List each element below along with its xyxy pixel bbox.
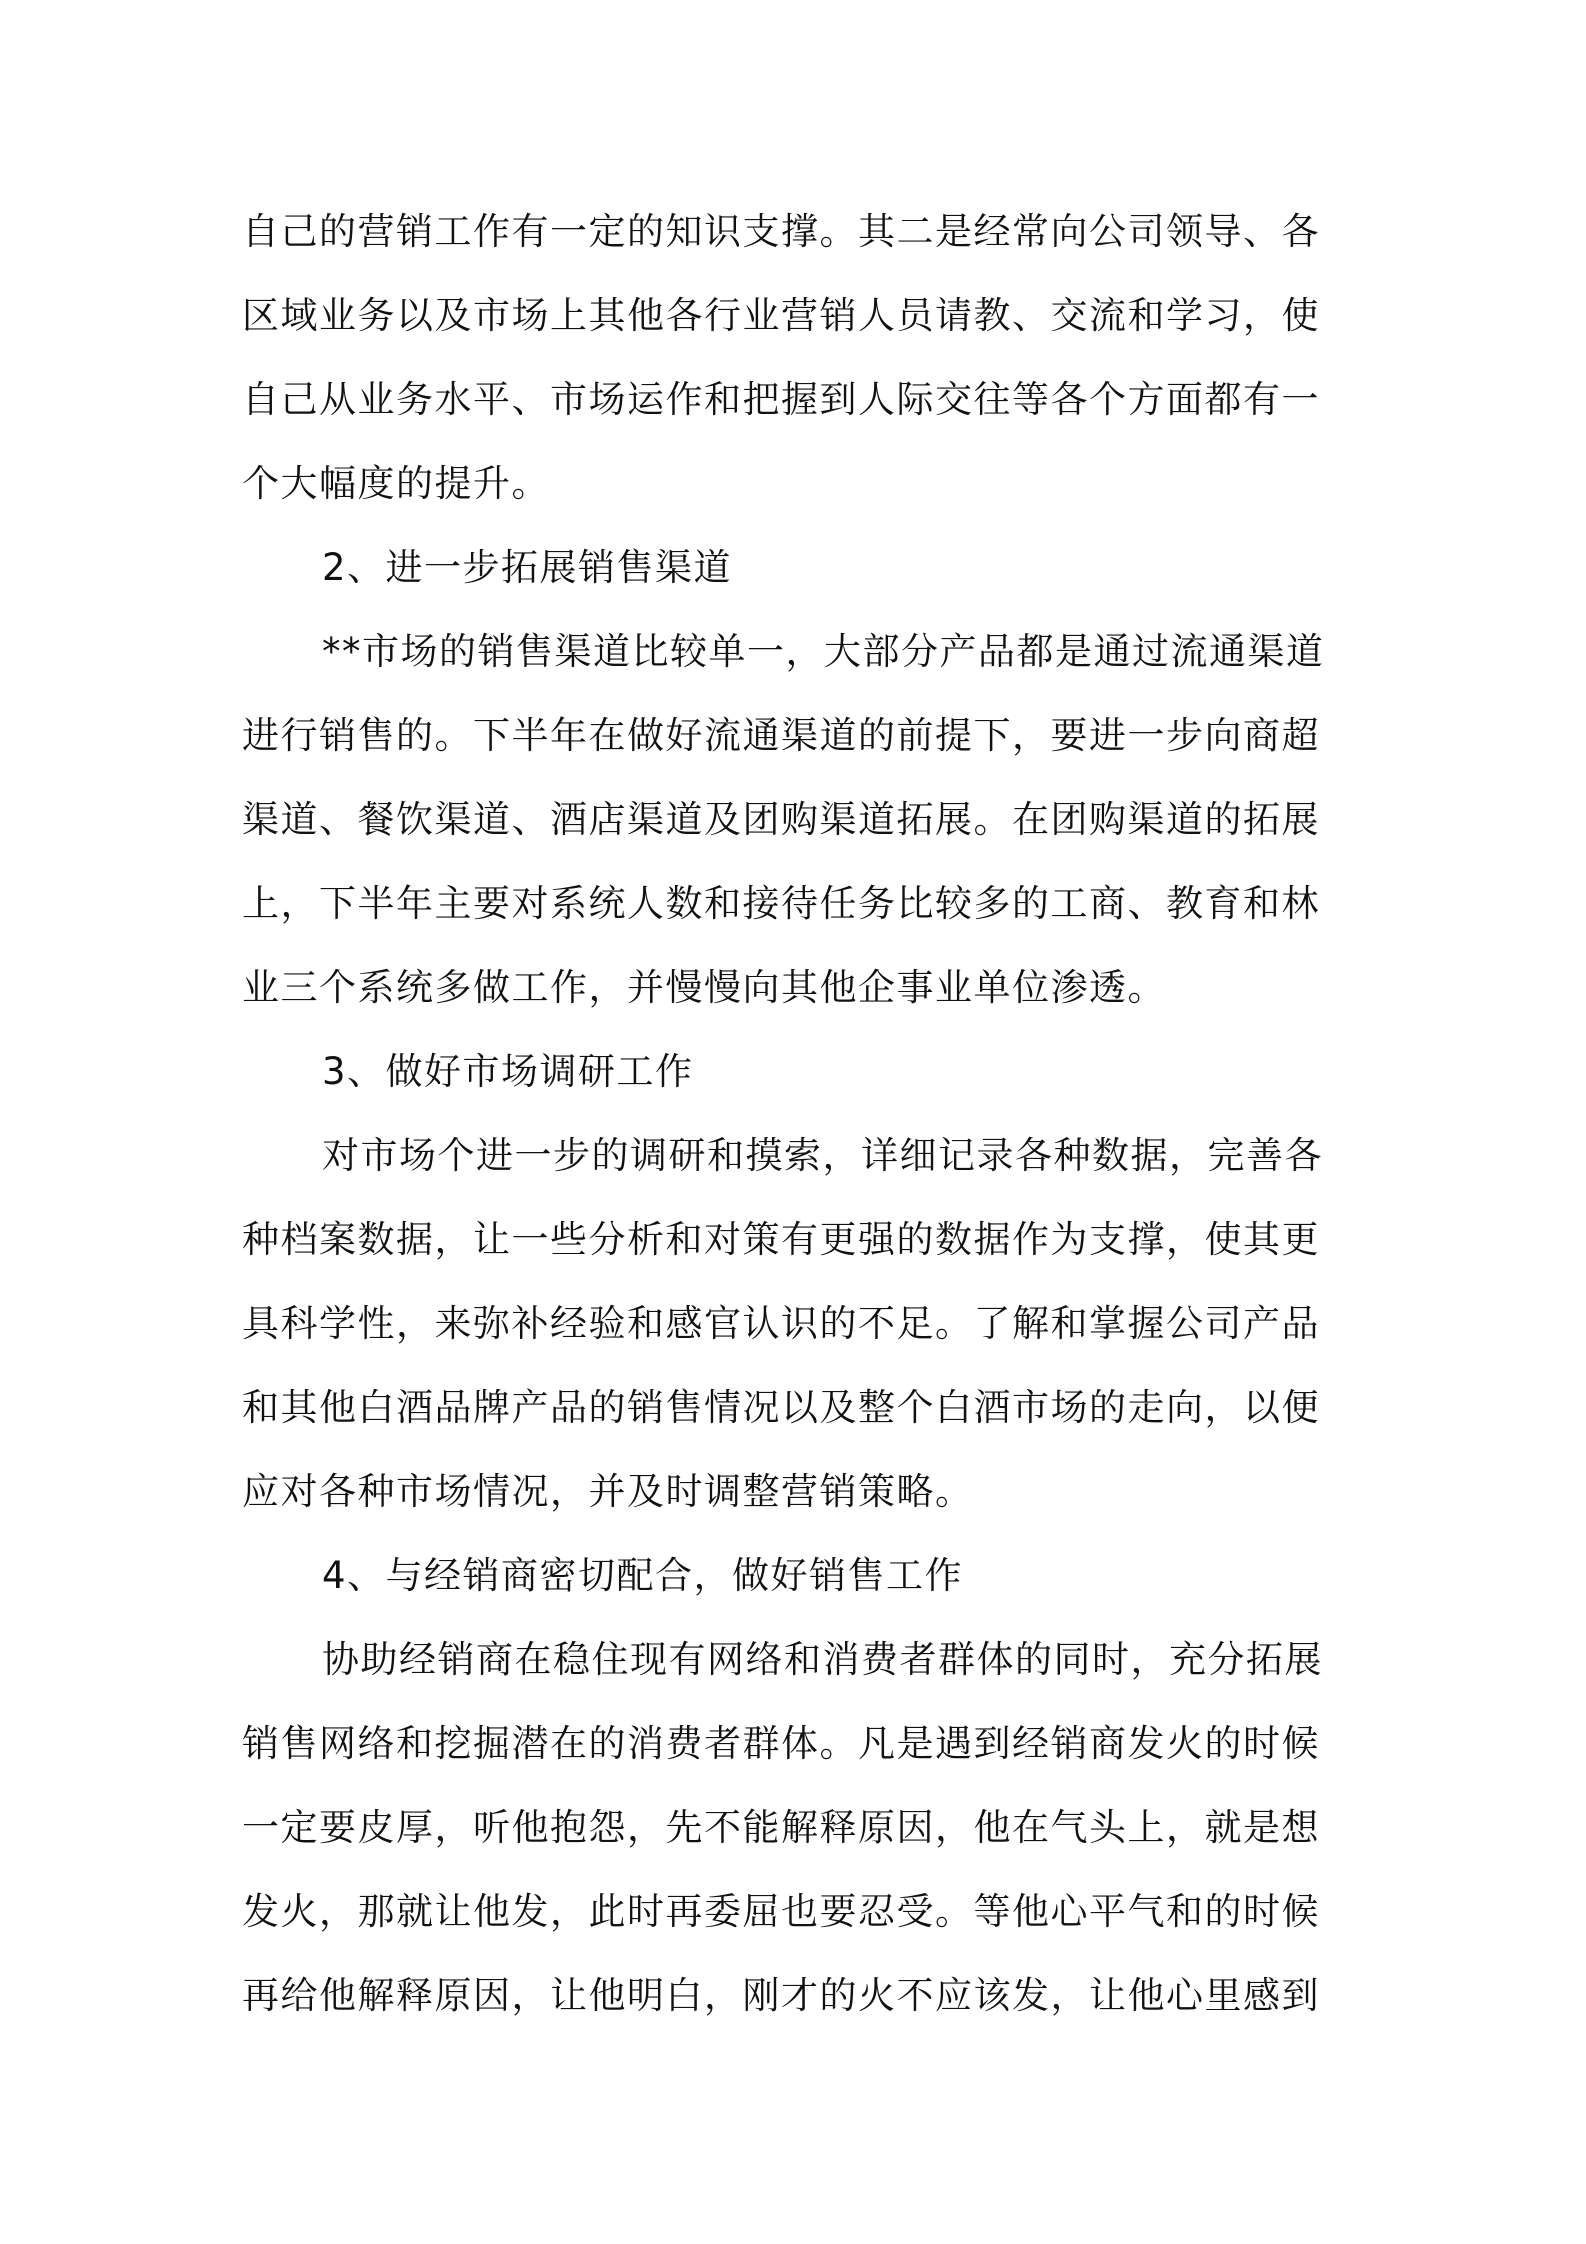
text-line: 发火，那就让他发，此时再委屈也要忍受。等他心平气和的时候: [242, 1890, 1320, 1933]
text-line: 区域业务以及市场上其他各行业营销人员请教、交流和学习，使: [242, 294, 1320, 337]
paragraph-first-line: 对市场个进一步的调研和摸索，详细记录各种数据，完善各: [322, 1134, 1323, 1177]
text-line: 再给他解释原因，让他明白，刚才的火不应该发，让他心里感到: [242, 1974, 1320, 2017]
text-line: 一定要皮厚，听他抱怨，先不能解释原因，他在气头上，就是想: [242, 1806, 1320, 1849]
text-line: 渠道、餐饮渠道、酒店渠道及团购渠道拓展。在团购渠道的拓展: [242, 798, 1320, 841]
paragraph-first-line: 协助经销商在稳住现有网络和消费者群体的同时，充分拓展: [322, 1638, 1323, 1681]
text-line: 销售网络和挖掘潜在的消费者群体。凡是遇到经销商发火的时候: [242, 1722, 1320, 1765]
text-line: 进行销售的。下半年在做好流通渠道的前提下，要进一步向商超: [242, 714, 1320, 757]
text-line: 和其他白酒品牌产品的销售情况以及整个白酒市场的走向，以便: [242, 1386, 1320, 1429]
text-line: 个大幅度的提升。: [242, 462, 550, 505]
text-line: 业三个系统多做工作，并慢慢向其他企事业单位渗透。: [242, 966, 1166, 1009]
text-line: 种档案数据，让一些分析和对策有更强的数据作为支撑，使其更: [242, 1218, 1320, 1261]
document-body: [242, 190, 1352, 2038]
text-line: 自己从业务水平、市场运作和把握到人际交往等各个方面都有一: [242, 378, 1320, 421]
paragraph-first-line: **市场的销售渠道比较单一，大部分产品都是通过流通渠道: [322, 630, 1325, 673]
text-line: 具科学性，来弥补经验和感官认识的不足。了解和掌握公司产品: [242, 1302, 1320, 1345]
section-heading: 2、进一步拓展销售渠道: [322, 546, 733, 589]
section-heading: 4、与经销商密切配合，做好销售工作: [322, 1554, 964, 1597]
text-line: 上，下半年主要对系统人数和接待任务比较多的工商、教育和林: [242, 882, 1320, 925]
section-heading: 3、做好市场调研工作: [322, 1050, 694, 1093]
text-line: 应对各种市场情况，并及时调整营销策略。: [242, 1470, 974, 1513]
text-line: 自己的营销工作有一定的知识支撑。其二是经常向公司领导、各: [242, 210, 1320, 253]
